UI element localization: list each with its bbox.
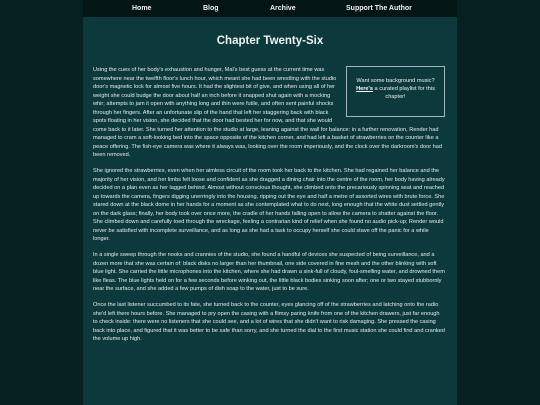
nav-link-support-the-author[interactable]: Support The Author [346, 5, 412, 12]
story-paragraph: She ignored the strawberries, even when her aimless circuit of the room took her back to the kitchen. She had regained her balance and the majority of her vision, and her limbs felt loose and confident as she dragged a dining chair into the centre of the room, her body having already decided on a plan even as her lagged behind. Almost without conscious thought, she climbed onto the precariously spinning seat and reached up towards the camera, fingers digging unerringly into the housing, ripping out the eye and half a metre of assorted wires with brute force. She stared down at the black dome in her hands for a moment as she contemplated what to do next, long enough that the white dust settled gently on the dark glass; finally, her body took over once more, the cradle of her hands falling open to allow the camera to shatter against the floor. She climbed down and carefully toed through the wreckage, feeling a contrarian kind of relief when she found no audio pick-up; Render would never be satisfied with incomplete surveillance, and as long as she had a task to occupy herself she could stave off the panic for a while longer. [93, 168, 445, 242]
nav-link-archive[interactable]: Archive [270, 5, 296, 12]
playlist-callout [346, 66, 445, 117]
story-paragraph: In a single sweep through the nooks and crannies of the studio, she found a handful of devices she suspected of being surveillance, and a dozen more that she was certain of: black disks no larger than her thumbnail, one side covered in fine mesh and the other blinking with soft blue light. She carried the little microphones into the kitchen, where she had drawn a sink-full of cloudy, foul-smelling water, and drowned them like fleas. The blue lights held on for a few seconds before winking out, the little black bodies sinking soon after; one or two stayed stubbornly near the surface, and she added a few pumps of dish soap to the water, just to be sure. [93, 252, 445, 292]
story-paragraph: Once the last listener succumbed to its fate, she turned back to the counter, eyes glancing off of the strawberries and latching onto the radio she'd left there hours before. She managed to pry open the casing with a flimsy paring knife from one of the kitchen drawers, just far enough to check inside: there were no listeners that she could see, and a lot of wires that she didn't want to risk damaging. She pressed the casing back into place, and figured that it was better to be safe than sorry, and she turned the dial to the first music station she could find and cranked the volume up high. [93, 302, 445, 342]
nav-link-blog[interactable]: Blog [203, 5, 219, 12]
playlist-prompt: Want some background music? [356, 78, 435, 84]
chapter-content [83, 17, 457, 405]
playlist-description: a curated playlist for this chapter! [373, 86, 435, 100]
top-nav [83, 0, 457, 17]
story-body [93, 66, 445, 351]
story-paragraph: Using the cues of her body's exhaustion and hunger, Mal's best guess at the current time was somewhere near the twelfth floor's lunch hour, which meant she had been wrestling with the studio door's magnetic lock for almost five hours. It had the slightest bit of give, and when using all of her weight she could budge the door about half an inch before it snapped shut again with a mocking whir; attempts to jam it open with anything long and thin were futile, and often sent painful shocks through her fingers. After an unfortunate slip of the hand that left her staggering back with black spots floating in her vision, she decided that the door had bested her for now, and that she would come back to it later. She turned her attention to the studio at large, leaning against the wall for balance: in a further renovation, Render had managed to cram a soft-looking bed into the space opposite of the kitchen corner, and had left a basket of strawberries on the counter like a peace offering. The fish-eye camera was where it always was, looking over the room imperiously, and the clock over the darkroom's door had been removed. [93, 67, 442, 158]
nav-link-home[interactable]: Home [132, 5, 152, 12]
chapter-title: Chapter Twenty-Six [216, 35, 324, 47]
playlist-link[interactable]: Here's [356, 86, 373, 92]
